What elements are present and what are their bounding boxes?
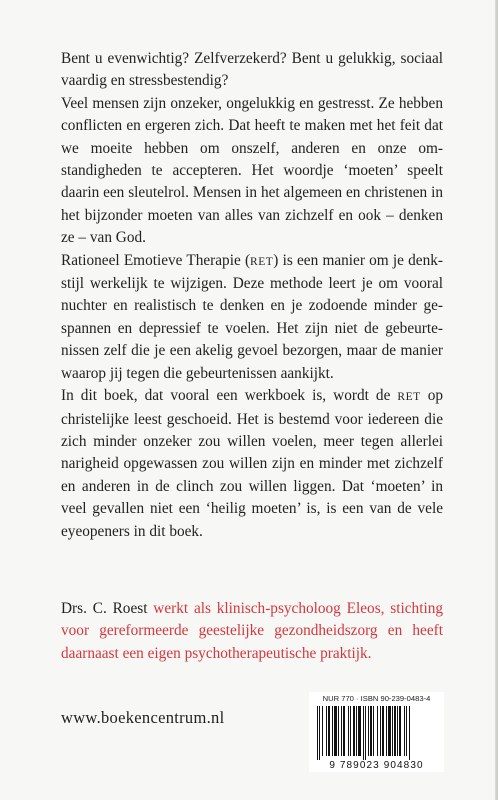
barcode-bar <box>328 706 330 756</box>
author-name: Drs. C. Roest <box>61 600 148 617</box>
barcode-bar <box>363 706 364 760</box>
barcode-bar <box>338 706 339 756</box>
barcode-bar <box>356 706 357 756</box>
barcode-bar <box>394 706 396 756</box>
barcode-bar <box>406 706 407 756</box>
author-bio-text: werkt als klinisch-psycholoog Eleos, stichting voor gereformeerde geestelijke gezondheidszorg en heeft daarnaast een eigen psychotherapeutische praktijk. <box>61 600 443 662</box>
barcode-bar <box>368 706 369 756</box>
blurb-p3-suffix: ) is een manier om je denkstijl werkelijk te wijzigen. Deze methode leert je om vooral nuchter en realistisch te denken en je zodoende minder gespannen en depressief te voelen. Het zijn niet de gebeurtenissen zelf die je een akelig gevoel bezorgen, maar de manier waarop jij tegen die gebeurtenissen aankijkt. <box>61 251 443 382</box>
blurb-text <box>61 48 443 543</box>
barcode-bar <box>377 706 378 756</box>
barcode-bar <box>370 706 372 756</box>
blurb-p4-suffix: op christelijke leest geschoeid. Het is bestemd voor iedereen die zich minder onzeker zou willen voelen, meer tegen allerlei narigheid opgewassen zou willen zijn en minder met zichzelf en anderen in de clinch zou willen liggen. Dat ‘moeten’ in veel gevallen niet een ‘heilig moeten’ is, is een van de vele eyeopeners in dit boek. <box>61 387 444 540</box>
barcode-bar <box>399 706 401 756</box>
blurb-p3-prefix: Rationeel Emotieve Therapie ( <box>61 251 251 269</box>
barcode-bar <box>404 706 405 756</box>
barcode-bar <box>343 706 345 756</box>
barcode-bar <box>326 706 327 756</box>
barcode-bar <box>392 706 393 756</box>
blurb-paragraph-1: Bent u evenwichtig? Zelfverzekerd? Bent u gelukkig, sociaal vaardig en stressbestendig? <box>61 50 443 90</box>
barcode-bar <box>386 706 387 756</box>
barcode-bar <box>388 706 391 756</box>
barcode-bar <box>380 706 381 756</box>
blurb-paragraph-3 <box>61 250 443 385</box>
ean-barcode <box>309 706 444 760</box>
blurb-paragraph-2: Veel mensen zijn onzeker, ongelukkig en gestresst. Ze hebben conflicten en ergeren zich. Dat heeft te maken met het feit dat we moeite hebben om onszelf, anderen en onze omstandigheden te accepteren. Het woordje ‘moeten’ speelt daarin een sleutelrol. Mensen in het algemeen en christenen in het bijzonder moeten van alles van zichzelf en ook – denken ze – van God. <box>61 94 443 247</box>
barcode-bar <box>358 706 361 756</box>
barcode-bar <box>317 706 318 760</box>
barcode-bar <box>334 706 337 756</box>
barcode-label <box>309 692 444 772</box>
barcode-bar <box>350 706 351 756</box>
ret-abbreviation: RET <box>250 255 274 268</box>
nur-isbn-line: NUR 770 · ISBN 90-239-0483-4 <box>322 694 431 703</box>
barcode-bar <box>365 706 366 760</box>
barcode-bar <box>341 706 342 756</box>
barcode-bar <box>348 706 349 756</box>
author-bio <box>61 598 443 665</box>
ean-digits: 9 789023 904830 <box>329 760 424 771</box>
barcode-bar <box>332 706 333 756</box>
blurb-paragraph-4 <box>61 385 443 543</box>
barcode-bar <box>373 706 374 756</box>
barcode-bar <box>353 706 355 756</box>
publisher-website: www.boekencentrum.nl <box>61 708 225 727</box>
ret-abbreviation: RET <box>397 391 421 404</box>
barcode-bar <box>382 706 384 756</box>
barcode-bar <box>322 706 323 756</box>
barcode-bar <box>397 706 398 756</box>
barcode-bar <box>409 706 410 760</box>
barcode-bar <box>319 706 320 760</box>
blurb-p4-prefix: In dit boek, dat vooral een werkboek is, wordt de <box>61 387 398 405</box>
